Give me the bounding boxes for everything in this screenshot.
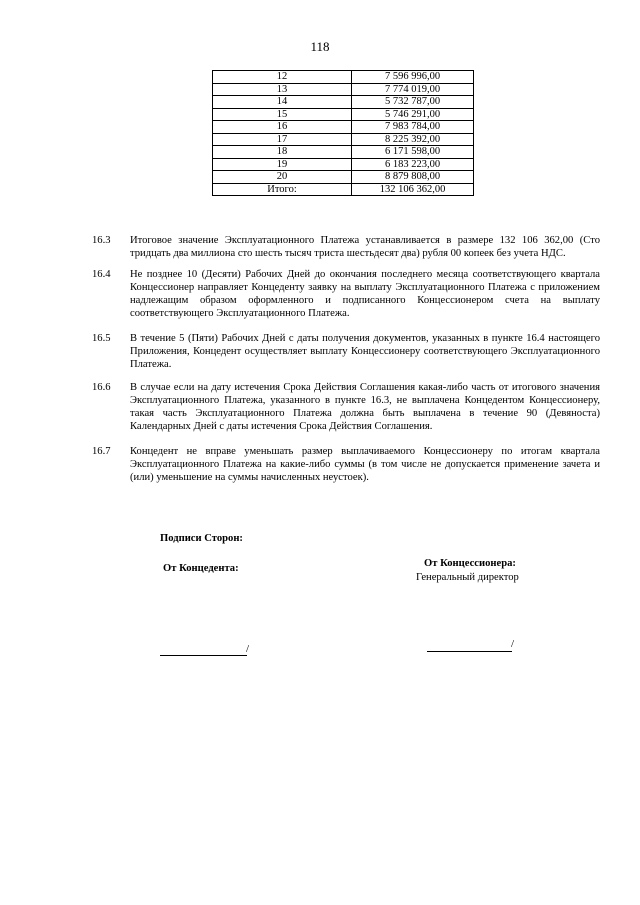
table-row [213, 158, 474, 171]
amount-cell: 5 732 787,00 [352, 96, 474, 109]
total-label-cell: Итого: [213, 183, 352, 196]
amount-cell: 8 879 808,00 [352, 171, 474, 184]
table-row [213, 133, 474, 146]
period-cell: 17 [213, 133, 352, 146]
table-row [213, 121, 474, 134]
period-cell: 19 [213, 158, 352, 171]
grantor-label: От Концедента: [163, 563, 239, 574]
concessionaire-signature-line [427, 651, 512, 652]
clause-number: 16.5 [92, 333, 111, 344]
grantor-signature-line [160, 655, 247, 656]
amount-cell: 8 225 392,00 [352, 133, 474, 146]
concessionaire-signature-slash: / [511, 638, 515, 650]
table-row [213, 146, 474, 159]
clause-16-3 [92, 234, 600, 260]
amount-cell: 5 746 291,00 [352, 108, 474, 121]
clause-text: Концедент не вправе уменьшать размер выплачиваемого Концессионеру по итогам квартала Эксплуатационного Платежа на какие-либо суммы (в том числе не допускается применение зачета и (или) уменьшение на суммы начисленных неустоек). [130, 446, 600, 483]
amount-cell: 7 983 784,00 [352, 121, 474, 134]
period-cell: 20 [213, 171, 352, 184]
amount-cell: 7 774 019,00 [352, 83, 474, 96]
clause-number: 16.7 [92, 446, 111, 457]
clause-16-6 [92, 381, 600, 433]
concessionaire-position: Генеральный директор [416, 572, 519, 583]
period-cell: 16 [213, 121, 352, 134]
period-cell: 18 [213, 146, 352, 159]
clause-number: 16.4 [92, 269, 111, 280]
amount-cell: 6 171 598,00 [352, 146, 474, 159]
signatures-heading: Подписи Сторон: [160, 533, 243, 544]
table-total-row [213, 183, 474, 196]
clause-16-5 [92, 332, 600, 371]
clause-16-7 [92, 445, 600, 484]
period-cell: 13 [213, 83, 352, 96]
page-number: 118 [310, 39, 330, 54]
payment-table [212, 70, 474, 196]
table-row [213, 108, 474, 121]
clause-text: Итоговое значение Эксплуатационного Платежа устанавливается в размере 132 106 362,00 (Сто тридцать два миллиона сто шесть тысяч триста шестьдесят два) рубля 00 копеек без учета НДС. [130, 235, 600, 259]
period-cell: 15 [213, 108, 352, 121]
total-amount-cell: 132 106 362,00 [352, 183, 474, 196]
clause-text: В случае если на дату истечения Срока Действия Соглашения какая-либо часть от итогового значения Эксплуатационного Платежа, указанного в пункте 16.3, не выплачена Концедентом Концессионеру, такая часть Эксплуатационного Платежа должна быть выплачена в течение 90 (Девяноста) Календарных Дней с даты истечения Срока Действия Соглашения. [130, 382, 600, 432]
concessionaire-label: От Концессионера: [424, 558, 516, 569]
grantor-signature-slash: / [246, 643, 250, 655]
period-cell: 14 [213, 96, 352, 109]
clause-number: 16.3 [92, 235, 111, 246]
table-row [213, 171, 474, 184]
clause-text: Не позднее 10 (Десяти) Рабочих Дней до окончания последнего месяца соответствующего квартала Концессионер направляет Концеденту заявку на выплату Эксплуатационного Платежа с приложением надлежащим образом оформленного и подписанного Концессионером счета на выплату соответствующего Эксплуатационного Платежа. [130, 269, 600, 319]
amount-cell: 7 596 996,00 [352, 71, 474, 84]
clause-text: В течение 5 (Пяти) Рабочих Дней с даты получения документов, указанных в пункте 16.4 настоящего Приложения, Концедент осуществляет выплату Концессионеру соответствующего Эксплуатационного Платежа. [130, 333, 600, 370]
table-row [213, 83, 474, 96]
clause-number: 16.6 [92, 382, 111, 393]
payment-table-body [213, 71, 474, 196]
table-row [213, 96, 474, 109]
period-cell: 12 [213, 71, 352, 84]
clause-16-4 [92, 268, 600, 320]
table-row [213, 71, 474, 84]
amount-cell: 6 183 223,00 [352, 158, 474, 171]
